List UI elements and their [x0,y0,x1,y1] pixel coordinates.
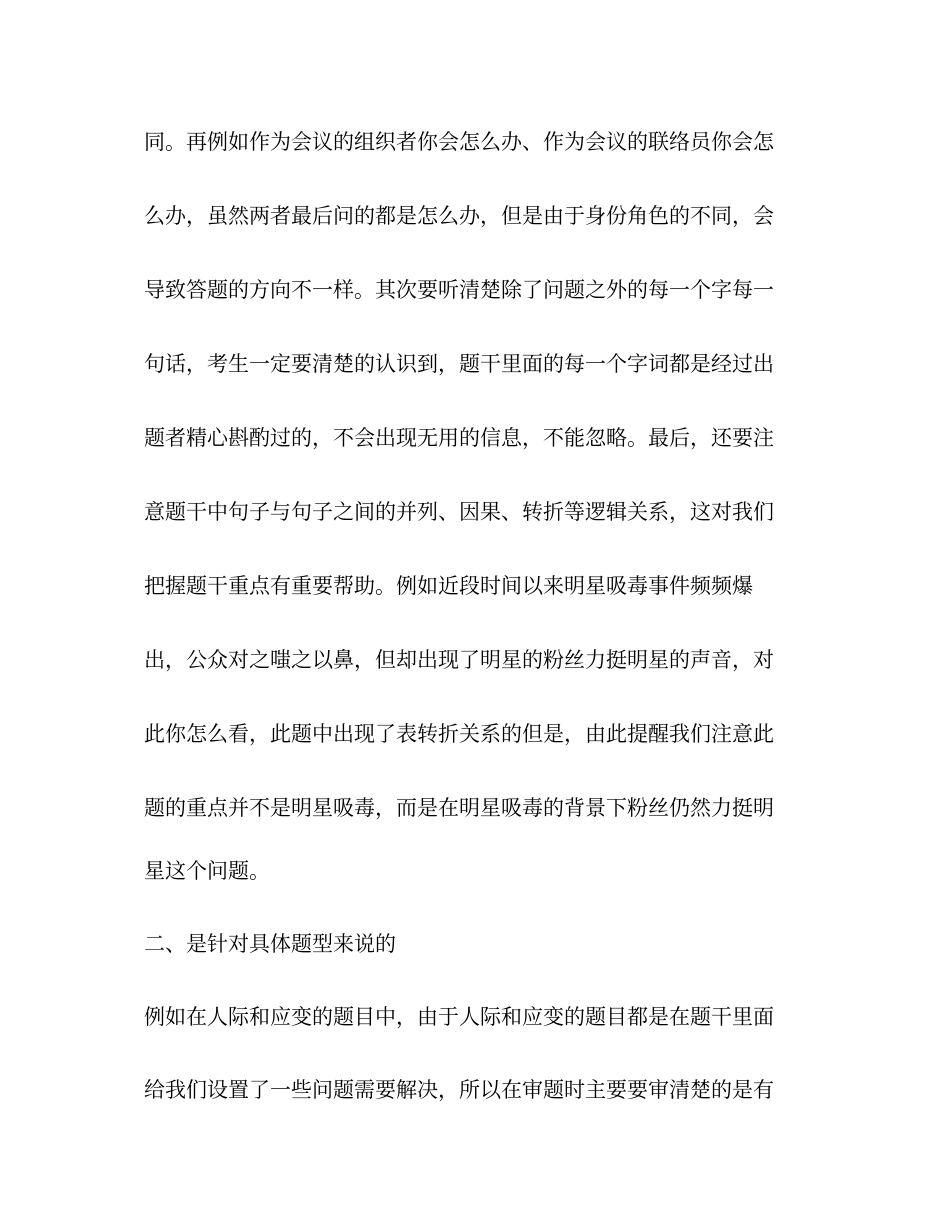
paragraph-line: 导致答题的方向不一样。其次要听清楚除了问题之外的每一个字每一 [144,278,774,302]
paragraph-line: 意题干中句子与句子之间的并列、因果、转折等逻辑关系，这对我们 [144,500,774,524]
paragraph-line: 例如在人际和应变的题目中，由于人际和应变的题目都是在题干里面 [144,1005,774,1029]
paragraph-line: 出，公众对之嗤之以鼻，但却出现了明星的粉丝力挺明星的声音，对 [144,648,774,672]
section-heading: 二、是针对具体题型来说的 [144,932,396,956]
paragraph-line: 同。再例如作为会议的组织者你会怎么办、作为会议的联络员你会怎 [144,130,774,154]
paragraph-line: 此你怎么看，此题中出现了表转折关系的但是，由此提醒我们注意此 [144,722,774,746]
paragraph-line: 把握题干重点有重要帮助。例如近段时间以来明星吸毒事件频频爆 [144,574,753,598]
paragraph-line: 句话，考生一定要清楚的认识到，题干里面的每一个字词都是经过出 [144,352,774,376]
paragraph-line: 给我们设置了一些问题需要解决，所以在审题时主要要审清楚的是有 [144,1078,774,1102]
paragraph-line: 么办，虽然两者最后问的都是怎么办，但是由于身份角色的不同，会 [144,204,774,228]
paragraph-line: 题的重点并不是明星吸毒，而是在明星吸毒的背景下粉丝仍然力挺明 [144,796,774,820]
paragraph-line: 题者精心斟酌过的，不会出现无用的信息，不能忽略。最后，还要注 [144,426,774,450]
paragraph-line: 星这个问题。 [144,859,270,883]
